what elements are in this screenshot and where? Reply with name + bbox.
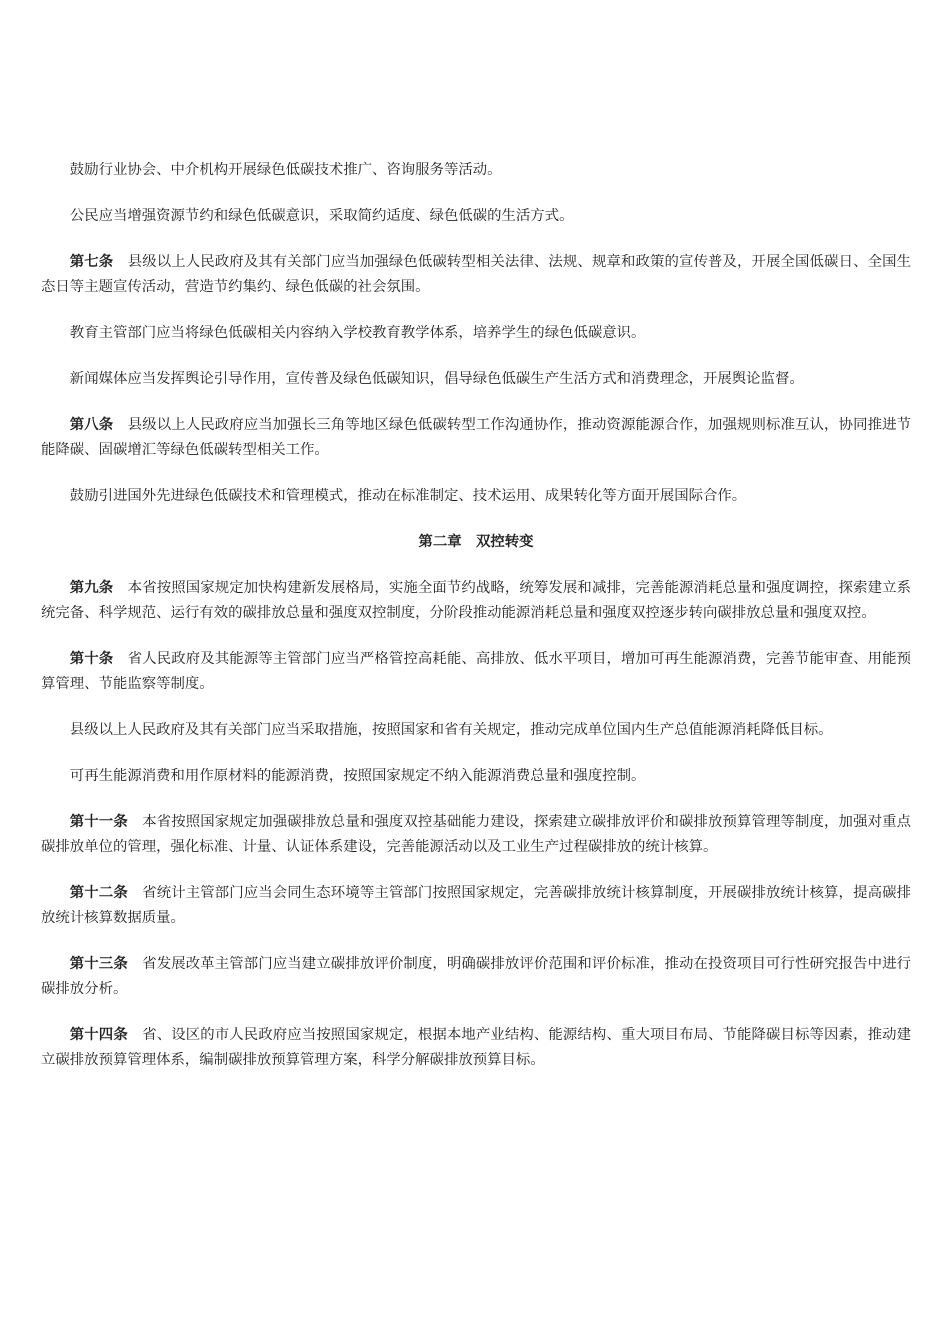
paragraph-text: 公民应当增强资源节约和绿色低碳意识，采取简约适度、绿色低碳的生活方式。 xyxy=(69,208,574,224)
paragraph xyxy=(41,718,911,743)
article-11 xyxy=(41,810,911,860)
paragraph xyxy=(41,204,911,229)
article-number: 第十一条 xyxy=(69,814,128,830)
paragraph-text: 县级以上人民政府及其有关部门应当采取措施，按照国家和省有关规定，推动完成单位国内生产总值能源消耗降低目标。 xyxy=(69,722,833,738)
article-number: 第十四条 xyxy=(69,1027,128,1043)
paragraph-text: 新闻媒体应当发挥舆论引导作用，宣传普及绿色低碳知识，倡导绿色低碳生产生活方式和消费理念，开展舆论监督。 xyxy=(69,371,804,387)
paragraph-text: 本省按照国家规定加快构建新发展格局，实施全面节约战略，统筹发展和减排，完善能源消耗总量和强度调控，探索建立系统完备、科学规范、运行有效的碳排放总量和强度双控制度，分阶段推动能源消耗总量和强度双控逐步转向碳排放总量和强度双控。 xyxy=(41,580,911,621)
paragraph-text: 鼓励引进国外先进绿色低碳技术和管理模式，推动在标准制定、技术运用、成果转化等方面开展国际合作。 xyxy=(69,488,747,504)
paragraph xyxy=(41,764,911,789)
article-8 xyxy=(41,413,911,463)
article-14 xyxy=(41,1023,911,1073)
paragraph-text: 可再生能源消费和用作原材料的能源消费，按照国家规定不纳入能源消费总量和强度控制。 xyxy=(69,768,646,784)
paragraph xyxy=(41,367,911,392)
paragraph-text: 省统计主管部门应当会同生态环境等主管部门按照国家规定，完善碳排放统计核算制度，开展碳排放统计核算，提高碳排放统计核算数据质量。 xyxy=(41,885,911,926)
article-number: 第十二条 xyxy=(69,885,128,901)
document-page xyxy=(41,158,911,1094)
article-number: 第十条 xyxy=(69,651,114,667)
paragraph-text: 鼓励行业协会、中介机构开展绿色低碳技术推广、咨询服务等活动。 xyxy=(69,162,502,178)
paragraph-text: 县级以上人民政府及其有关部门应当加强绿色低碳转型相关法律、法规、规章和政策的宣传普及，开展全国低碳日、全国生态日等主题宣传活动，营造节约集约、绿色低碳的社会氛围。 xyxy=(41,254,911,295)
article-9 xyxy=(41,576,911,626)
paragraph-text: 本省按照国家规定加强碳排放总量和强度双控基础能力建设，探索建立碳排放评价和碳排放预算管理等制度，加强对重点碳排放单位的管理，强化标准、计量、认证体系建设，完善能源活动以及工业生产过程碳排放的统计核算。 xyxy=(41,814,911,855)
paragraph xyxy=(41,321,911,346)
paragraph-text: 省人民政府及其能源等主管部门应当严格管控高耗能、高排放、低水平项目，增加可再生能源消费，完善节能审查、用能预算管理、节能监察等制度。 xyxy=(41,651,911,692)
article-number: 第十三条 xyxy=(69,956,128,972)
article-7 xyxy=(41,250,911,300)
paragraph xyxy=(41,158,911,183)
article-10 xyxy=(41,647,911,697)
article-number: 第八条 xyxy=(69,417,114,433)
paragraph-text: 教育主管部门应当将绿色低碳相关内容纳入学校教育教学体系，培养学生的绿色低碳意识。 xyxy=(69,325,646,341)
article-12 xyxy=(41,881,911,931)
paragraph xyxy=(41,484,911,509)
paragraph-text: 省、设区的市人民政府应当按照国家规定，根据本地产业结构、能源结构、重大项目布局、节能降碳目标等因素，推动建立碳排放预算管理体系，编制碳排放预算管理方案，科学分解碳排放预算目标。 xyxy=(41,1027,911,1068)
article-number: 第九条 xyxy=(69,580,114,596)
paragraph-text: 省发展改革主管部门应当建立碳排放评价制度，明确碳排放评价范围和评价标准，推动在投资项目可行性研究报告中进行碳排放分析。 xyxy=(41,956,911,997)
paragraph-text: 县级以上人民政府应当加强长三角等地区绿色低碳转型工作沟通协作，推动资源能源合作，加强规则标准互认，协同推进节能降碳、固碳增汇等绿色低碳转型相关工作。 xyxy=(41,417,911,458)
article-number: 第七条 xyxy=(69,254,114,270)
article-13 xyxy=(41,952,911,1002)
chapter-heading: 第二章 双控转变 xyxy=(418,534,534,550)
